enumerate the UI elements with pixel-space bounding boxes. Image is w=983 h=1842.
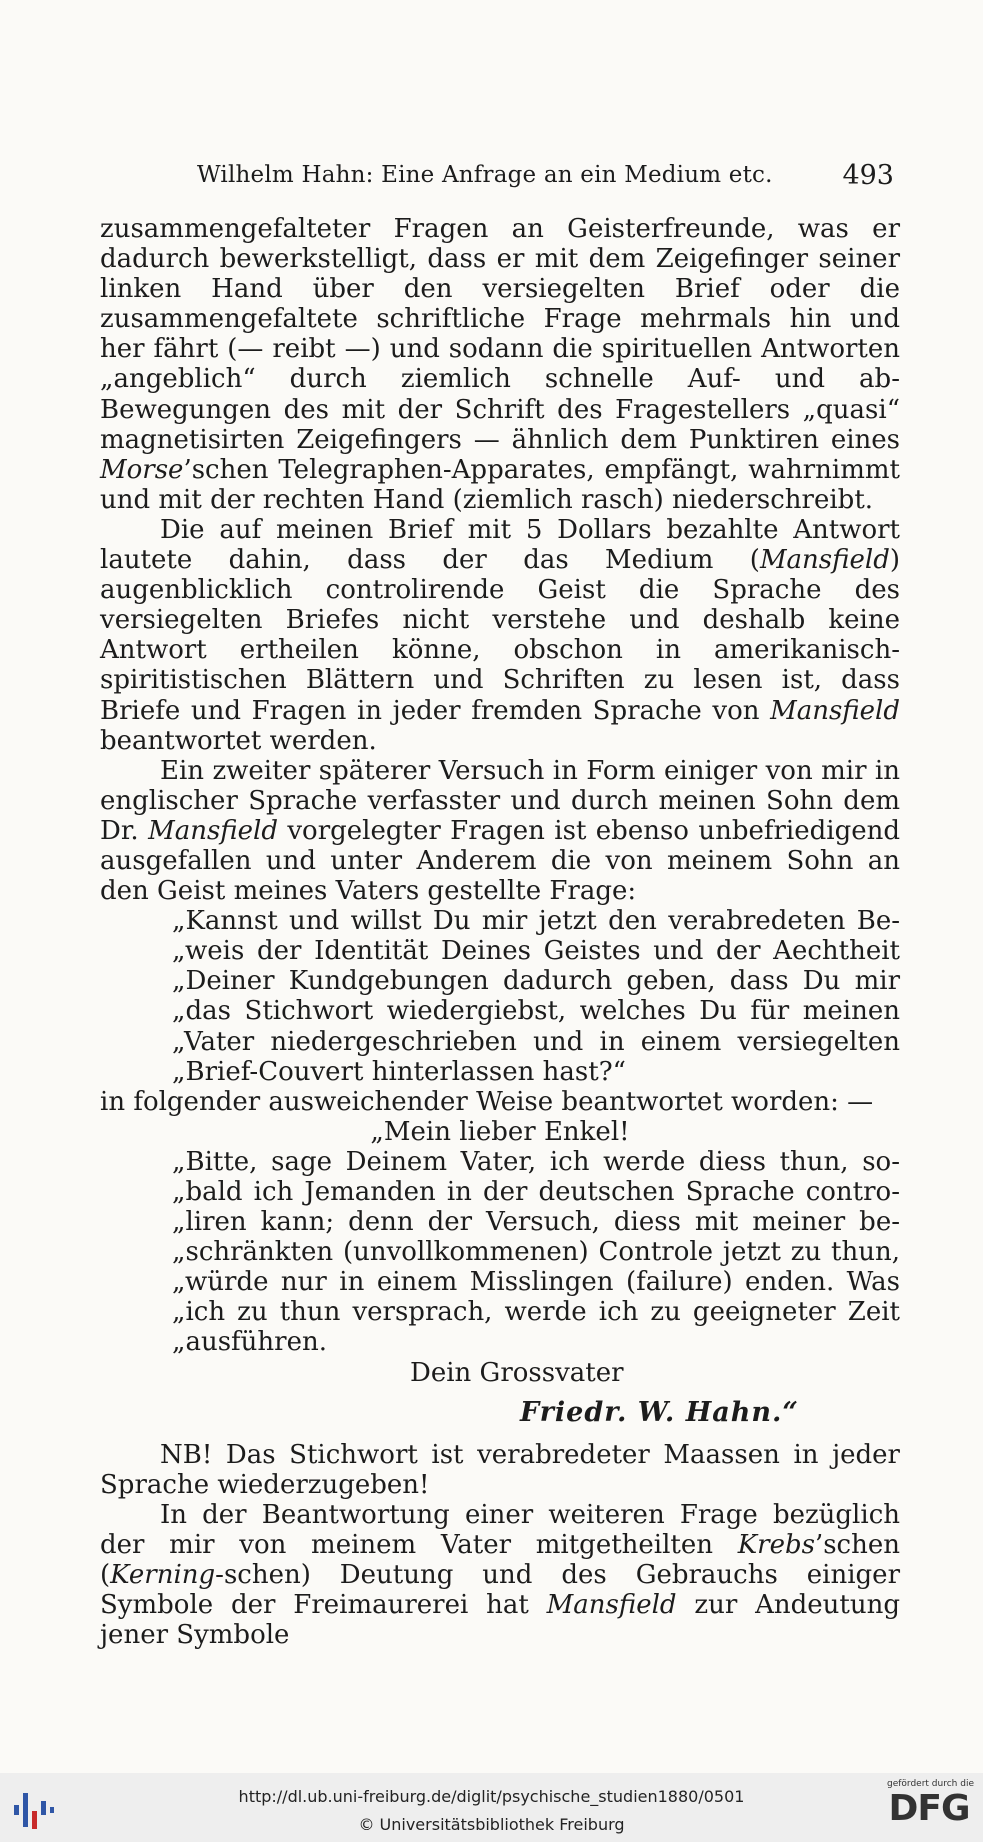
- paragraph-2: Die auf meinen Brief mit 5 Dollars bezahlte Antwort lautete dahin, dass der das Medium (Mansfield) augenblicklich controlirende Geist die Sprache des versiegelten Briefes nicht verstehe und deshalb keine Antwort ertheilen könne, obschon in amerikanisch-spiritistischen Blättern und Schriften zu lesen ist, dass Briefe und Fragen in jeder fremden Sprache von Mansfield beantwortet werden.: [100, 514, 900, 756]
- page-number: 493: [842, 160, 894, 191]
- dfg-logo-icon: DFG: [888, 1788, 970, 1829]
- quote-line: „Brief-Couvert hinterlassen hast?“: [172, 1056, 626, 1087]
- salutation: „Mein lieber Enkel!: [370, 1116, 630, 1147]
- quote-line: „ausführen.: [172, 1327, 327, 1358]
- quote-line: „weis der Identität Deines Geistes und der Aechtheit: [172, 936, 900, 967]
- quoted-answer: [100, 1147, 900, 1358]
- quoted-question: [100, 906, 900, 1087]
- name-kerning: Kerning: [110, 1560, 216, 1591]
- paragraph-1: zusammengefalteter Fragen an Geisterfreunde, was er dadurch bewerkstelligt, dass er mit dem Zeigefinger seiner linken Hand über den versiegelten Brief oder die zusammengefaltete schriftliche Frage mehrmals hin und her fährt (— reibt —) und sodann die spirituellen Antworten „angeblich“ durch ziemlich schnelle Auf- und ab-Bewegungen des mit der Schrift des Fragestellers „quasi“ magnetisirten Zeigefingers — ähnlich dem Punktiren eines Morse’schen Telegraphen-Apparates, empfängt, wahrnimmt und mit der rechten Hand (ziemlich rasch) niederschreibt.: [100, 214, 900, 515]
- name-mansfield: Mansfield: [148, 815, 278, 846]
- quote-line: „Bitte, sage Deinem Vater, ich werde diess thun, so-: [172, 1146, 900, 1177]
- quote-line: „Deiner Kundgebungen dadurch geben, dass Du mir: [172, 966, 900, 997]
- quote-line: „würde nur in einem Misslingen (failure) enden. Was: [172, 1267, 900, 1298]
- name-mansfield: Mansfield: [770, 695, 900, 726]
- paragraph-4: In der Beantwortung einer weiteren Frage bezüglich der mir von meinem Vater mitgetheilten Krebs’schen (Kerning-schen) Deutung und des Gebrauchs einiger Symbole der Freimaurerei hat Mansfield zur Andeutung jener Symbole: [100, 1499, 900, 1651]
- closing-line: Dein Grossvater: [410, 1357, 624, 1388]
- nota-bene: NB! Das Stichwort ist verabredeter Maassen in jeder Sprache wiederzugeben!: [100, 1439, 900, 1500]
- signature: Friedr. W. Hahn.“: [520, 1396, 799, 1428]
- name-krebs: Krebs: [737, 1530, 815, 1561]
- quote-line: „bald ich Jemanden in der deutschen Sprache contro-: [172, 1177, 900, 1207]
- paragraph-3: Ein zweiter späterer Versuch in Form einiger von mir in englischer Sprache verfasster und durch meinen Sohn dem Dr. Mansfield vorgelegter Fragen ist ebenso unbefriedigend ausgefallen und unter Anderem die von meinem Sohn an den Geist meines Vaters gestellte Frage:: [100, 755, 900, 907]
- dfg-caption: gefördert durch die: [887, 1779, 974, 1789]
- running-title: Wilhelm Hahn: Eine Anfrage an ein Medium etc.: [197, 162, 773, 188]
- page-header: [100, 158, 900, 198]
- continuation-line: in folgender ausweichender Weise beantwortet worden: —: [100, 1086, 874, 1117]
- name-mansfield: Mansfield: [546, 1590, 677, 1621]
- quote-line: „Kannst und willst Du mir jetzt den verabredeten Be-: [172, 906, 900, 937]
- quote-line: „schränkten (unvollkommenen) Controle jetzt zu thun,: [172, 1237, 900, 1268]
- quote-line: „das Stichwort wiedergiebst, welches Du für meinen: [172, 996, 900, 1027]
- name-morse: Morse: [100, 454, 184, 485]
- name-mansfield: Mansfield: [759, 545, 890, 576]
- quote-line: „Vater niedergeschrieben und in einem versiegelten: [172, 1026, 900, 1057]
- viewer-footer: [0, 1773, 983, 1842]
- body-text: [100, 214, 900, 1650]
- footer-url-link[interactable]: http://dl.ub.uni-freiburg.de/diglit/psychische_studien1880/0501: [238, 1787, 745, 1806]
- dfg-logo: [887, 1779, 974, 1837]
- quote-line: „ich zu thun versprach, werde ich zu geeigneter Zeit: [172, 1297, 900, 1328]
- quote-line: „liren kann; denn der Versuch, diess mit meiner be-: [172, 1207, 900, 1238]
- footer-copyright: © Universitätsbibliothek Freiburg: [358, 1815, 625, 1834]
